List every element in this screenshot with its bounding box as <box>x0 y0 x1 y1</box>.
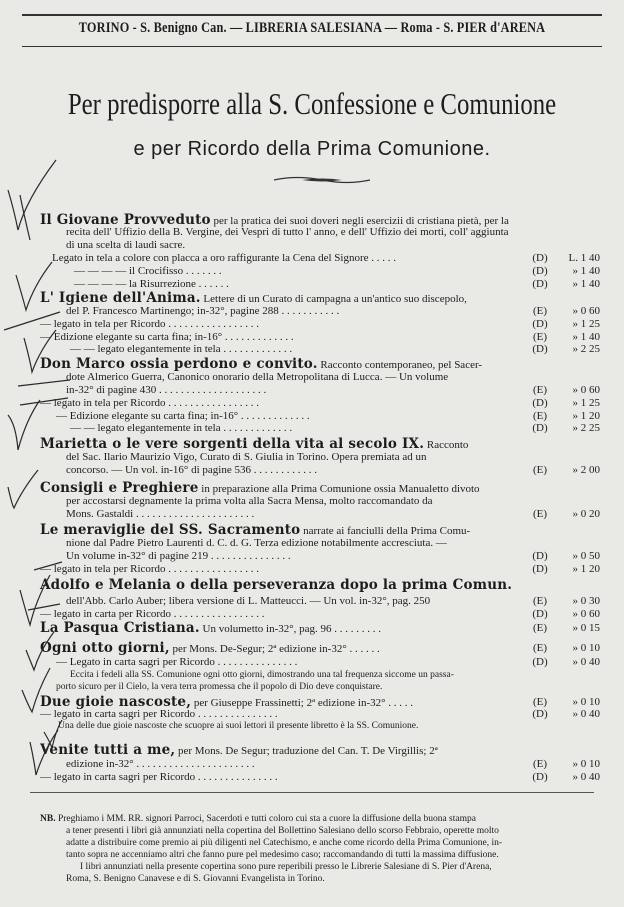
entry-text: Mons. Gastaldi . . . . . . . . . . . . . . . . . . . . . . <box>66 508 255 520</box>
entry-text: per Mons. De Segur; traduzione del Can. T. De Virgillis; 2ª <box>175 745 438 757</box>
price: » 0 30 <box>572 595 600 607</box>
entry-line <box>66 595 430 607</box>
entry-line <box>70 343 292 355</box>
nb-line: Roma, S. Benigno Canavese e di S. Giovanni Evangelista in Torino. <box>66 874 325 884</box>
nb-line: a tener presenti i libri già annunziati nella copertina del Bollettino Salesiano dello scorso Febbraio, operette molto <box>66 826 499 836</box>
entry-line <box>40 480 480 496</box>
entry-text: narrate ai fanciulli della Prima Comu- <box>300 525 471 537</box>
entry-line <box>66 371 448 383</box>
entry-text: edizione in-32° . . . . . . . . . . . . . . . . . . . . . . <box>66 758 255 770</box>
entry-line <box>70 422 292 434</box>
book-title: Marietta o le vere sorgenti della vita al secolo IX. <box>40 436 425 452</box>
edition-code: (D) <box>532 252 548 264</box>
edition-code: (E) <box>532 305 548 317</box>
price: » 1 20 <box>572 563 600 575</box>
note-text: Una delle due gioie nascoste che scuopre ai suoi lettori il presente libretto è la SS. Comunione. <box>58 721 419 731</box>
price: » 0 20 <box>572 508 600 520</box>
edition-code: (D) <box>532 563 548 575</box>
edition-code: (D) <box>532 708 548 720</box>
edition-code: (D) <box>532 278 548 290</box>
entry-line <box>40 620 381 636</box>
edition-code: (E) <box>532 595 548 607</box>
book-title: Adolfo e Melania o della perseveranza dopo la prima Comun. <box>40 577 513 593</box>
edition-code: (E) <box>532 410 548 422</box>
book-title: Ogni otto giorni, <box>40 640 170 656</box>
entry-text: Legato in tela a colore con placca a oro raffigurante la Cena del Signore . . . . . <box>52 252 397 264</box>
entry-text: — — — — la Risurrezione . . . . . . <box>74 278 229 290</box>
edition-code: (E) <box>532 331 548 343</box>
book-title: Consigli e Preghiere <box>40 480 199 496</box>
entry-text: recita dell' Uffizio della B. Vergine, dei Vespri di tutto l' anno, e dell' Uffizio dei morti, coll' aggiunta <box>66 226 509 238</box>
price: » 0 60 <box>572 305 600 317</box>
book-title: Venite tutti a me, <box>40 742 176 758</box>
edition-code: (D) <box>532 397 548 409</box>
entry-line <box>66 451 426 463</box>
entry-text: Lettere di un Curato di campagna a un'antico suo discepolo, <box>200 293 467 305</box>
entry-line <box>40 331 294 343</box>
price: » 0 40 <box>572 656 600 668</box>
price: » 1 25 <box>572 318 600 330</box>
nb-line: tanto sopra ne accenniamo altri che fanno pure pel medesimo caso; raccomandando di tutti la massima diffusione. <box>66 850 499 860</box>
book-title: Le meraviglie del SS. Sacramento <box>40 522 301 538</box>
entry-text: in-32° di pagine 430 . . . . . . . . . . . . . . . . . . . . <box>66 384 267 396</box>
entry-line <box>40 708 278 720</box>
entry-line <box>52 252 396 264</box>
edition-code: (D) <box>532 550 548 562</box>
entry-line <box>40 522 470 538</box>
edition-code: (D) <box>532 656 548 668</box>
entry-text: — legato in tela per Ricordo . . . . . . . . . . . . . . . . . <box>40 397 260 409</box>
entry-line <box>74 278 229 290</box>
entry-text: — Edizione elegante su carta fina; in-16° . . . . . . . . . . . . . <box>56 410 310 422</box>
entry-line <box>66 239 185 251</box>
entry-line <box>66 508 254 520</box>
price: » 0 50 <box>572 550 600 562</box>
entry-line <box>66 464 317 476</box>
entry-line <box>40 640 380 656</box>
price: » 1 40 <box>572 331 600 343</box>
edition-code: (D) <box>532 771 548 783</box>
edition-code: (E) <box>532 642 548 654</box>
entry-text: — Edizione elegante su carta fina; in-16° . . . . . . . . . . . . . <box>40 331 294 343</box>
note-text: Eccita i fedeli alla SS. Comunione ogni otto giorni, dimostrando una tal frequenza siccome un passa- <box>70 670 454 680</box>
ornament-divider <box>272 174 372 186</box>
price: » 0 60 <box>572 384 600 396</box>
entry-text: in preparazione alla Prima Comunione ossia Manualetto divoto <box>198 483 480 495</box>
entry-text: del Sac. Ilario Maurizio Vigo, Curato di S. Giulia in Torino. Opera premiata ad un <box>66 451 427 463</box>
entry-text: dell'Abb. Carlo Auber; libera versione di L. Matteucci. — Un vol. in-32°, pag. 250 <box>66 595 431 607</box>
entry-text: Racconto contemporaneo, pel Sacer- <box>317 359 483 371</box>
entry-text: per Giuseppe Frassinetti; 2ª edizione in-32° . . . . . <box>191 697 414 709</box>
price: » 0 10 <box>572 758 600 770</box>
edition-code: (D) <box>532 318 548 330</box>
price: » 1 20 <box>572 410 600 422</box>
entry-line <box>40 577 512 593</box>
book-title: Due gioie nascoste, <box>40 694 192 710</box>
edition-code: (D) <box>532 343 548 355</box>
page-header: TORINO - S. Benigno Can. — LIBRERIA SALESIANA — Roma - S. PIER d'ARENA <box>78 20 546 36</box>
price: » 1 25 <box>572 397 600 409</box>
edition-code: (D) <box>532 422 548 434</box>
price: » 0 40 <box>572 771 600 783</box>
entry-text: — — legato elegantemente in tela . . . . . . . . . . . . . <box>70 343 293 355</box>
entry-line <box>66 226 509 238</box>
price: » 0 40 <box>572 708 600 720</box>
entry-text: Un volumetto in-32°, pag. 96 . . . . . . . . . <box>199 623 382 635</box>
price: » 0 60 <box>572 608 600 620</box>
entry-text: — — legato elegantemente in tela . . . . . . . . . . . . . <box>70 422 293 434</box>
book-title: Don Marco ossia perdono e convito. <box>40 356 318 372</box>
price: » 0 10 <box>572 696 600 708</box>
entry-line <box>66 495 433 507</box>
book-title: L' Igiene dell'Anima. <box>40 290 201 306</box>
entry-text: — legato in tela per Ricordo . . . . . . . . . . . . . . . . . <box>40 318 260 330</box>
entry-line <box>66 550 291 562</box>
entry-line <box>40 436 468 452</box>
nb-line <box>40 814 476 824</box>
entry-line <box>56 656 297 668</box>
entry-text: — legato in carta per Ricordo . . . . . . . . . . . . . . . . . <box>40 608 265 620</box>
entry-text: per la pratica dei suoi doveri negli esercizii di cristiana pietà, per la <box>210 215 509 227</box>
entry-text: per Mons. De-Segur; 2ª edizione in-32° . . . . . . <box>169 643 380 655</box>
price: » 1 40 <box>572 265 600 277</box>
entry-text: — — — — il Crocifisso . . . . . . . <box>74 265 222 277</box>
edition-code: (E) <box>532 696 548 708</box>
nb-label: NB. <box>40 814 56 824</box>
edition-code: (E) <box>532 508 548 520</box>
price: » 1 40 <box>572 278 600 290</box>
entry-line <box>66 305 339 317</box>
entry-text: — legato in tela per Ricordo . . . . . . . . . . . . . . . . . <box>40 563 260 575</box>
entry-line <box>40 290 467 306</box>
entry-line <box>40 771 278 783</box>
price: L. 1 40 <box>568 252 600 264</box>
entry-text: del P. Francesco Martinengo; in-32°, pagine 288 . . . . . . . . . . . <box>66 305 340 317</box>
entry-line <box>40 356 482 372</box>
book-title: La Pasqua Cristiana. <box>40 620 200 636</box>
price: » 2 25 <box>572 343 600 355</box>
price: » 0 15 <box>572 622 600 634</box>
entry-line <box>40 742 438 758</box>
nb-line: adatte a distribuire come premio ai più diligenti nel Catechismo, e anche come ricordo della Prima Comunione, in- <box>66 838 503 848</box>
note-text: porto sicuro per il Cielo, la vera terra promessa che il popolo di Dio deve conquistare. <box>56 682 383 692</box>
book-title: Il Giovane Provveduto <box>40 212 211 228</box>
price: » 0 10 <box>572 642 600 654</box>
entry-line <box>66 384 266 396</box>
entry-line <box>40 318 259 330</box>
entry-line <box>66 537 447 549</box>
entry-line <box>40 563 259 575</box>
nb-text: Preghiamo i MM. RR. signori Parroci, Sacerdoti e tutti coloro cui sta a cuore la diffusione della buona stampa <box>55 814 476 824</box>
edition-code: (D) <box>532 265 548 277</box>
entry-line <box>40 608 265 620</box>
entry-text: concorso. — Un vol. in-16° di pagine 536 . . . . . . . . . . . . <box>66 464 317 476</box>
entry-text: Racconto <box>424 439 469 451</box>
entry-line <box>40 397 259 409</box>
entry-line <box>56 410 310 422</box>
entry-text: di una scelta di laudi sacre. <box>66 239 186 251</box>
entry-line <box>66 758 255 770</box>
header-rule <box>22 46 602 47</box>
entry-text: dote Almerico Guerra, Canonico onorario della Metropolitana di Lucca. — Un volume <box>66 371 449 383</box>
entry-text: per accostarsi degnamente la prima volta alla Sacra Mensa, molto raccomandato da <box>66 495 433 507</box>
edition-code: (E) <box>532 464 548 476</box>
nb-line: I libri annunziati nella presente copertina sono pure reperibili presso le Librerie Salesiane di S. Pier d'Arena, <box>80 862 492 872</box>
entry-text: — Legato in carta sagri per Ricordo . . . . . . . . . . . . . . . <box>56 656 298 668</box>
entry-text: nione dal Padre Pietro Laurenti d. C. d. G. Terza edizione notabilmente accresciuta. — <box>66 537 447 549</box>
entry-text: — legato in carta sagri per Ricordo . . . . . . . . . . . . . . . <box>40 771 278 783</box>
page-subtitle: e per Ricordo della Prima Comunione. <box>133 138 491 160</box>
price: » 2 00 <box>572 464 600 476</box>
price: » 2 25 <box>572 422 600 434</box>
edition-code: (D) <box>532 608 548 620</box>
entry-line <box>74 265 222 277</box>
entry-text: Un volume in-32° di pagine 219 . . . . . . . . . . . . . . . <box>66 550 291 562</box>
top-rule <box>22 14 602 16</box>
page-title: Per predisporre alla S. Confessione e Comunione <box>67 86 557 121</box>
edition-code: (E) <box>532 758 548 770</box>
entry-text: — legato in carta sagri per Ricordo . . . . . . . . . . . . . . . <box>40 708 278 720</box>
footer-rule <box>30 792 594 793</box>
edition-code: (E) <box>532 622 548 634</box>
edition-code: (E) <box>532 384 548 396</box>
